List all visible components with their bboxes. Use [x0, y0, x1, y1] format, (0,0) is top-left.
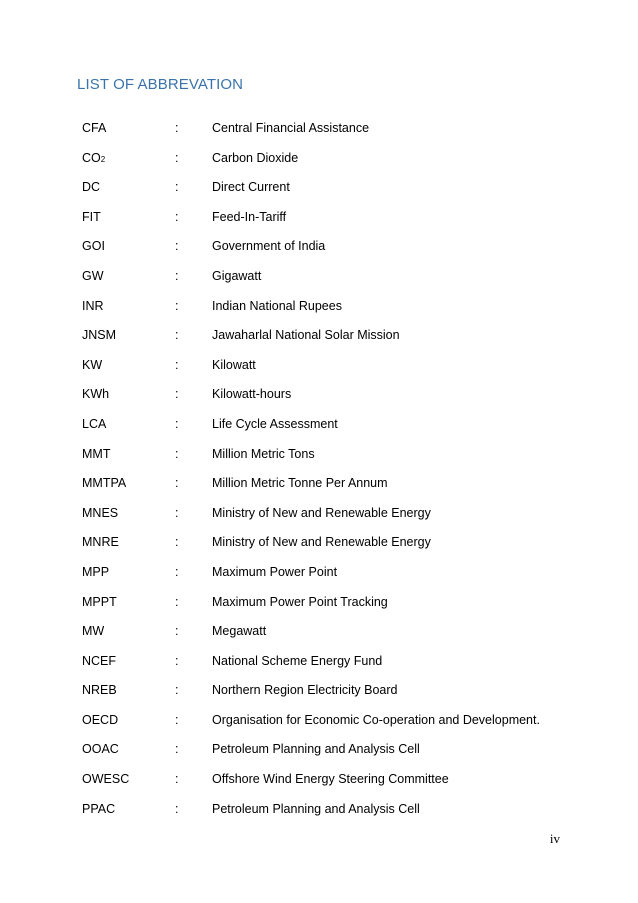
abbreviation-row [82, 503, 602, 533]
abbreviation-description: Northern Region Electricity Board [212, 683, 398, 698]
abbreviation-term-text: OECD [82, 712, 119, 727]
abbreviation-description: Offshore Wind Energy Steering Committee [212, 772, 449, 787]
abbreviation-row [82, 207, 602, 237]
separator-colon: : [175, 446, 179, 461]
separator-colon: : [175, 594, 179, 609]
abbreviation-term [82, 355, 102, 375]
abbreviation-description: Direct Current [212, 180, 290, 195]
separator-colon: : [175, 416, 179, 431]
abbreviation-term [82, 621, 104, 641]
abbreviation-description: Million Metric Tonne Per Annum [212, 476, 388, 491]
abbreviation-row [82, 414, 602, 444]
separator-colon: : [175, 535, 179, 550]
separator-colon: : [175, 476, 179, 491]
abbreviation-description: Gigawatt [212, 268, 262, 283]
separator-colon: : [175, 209, 179, 224]
abbreviation-term [82, 680, 117, 700]
abbreviation-term [82, 769, 129, 789]
separator-colon: : [175, 742, 179, 757]
abbreviation-term [82, 592, 117, 612]
abbreviation-term [82, 739, 119, 759]
abbreviation-term [82, 532, 119, 552]
separator-colon: : [175, 712, 179, 727]
separator-colon: : [175, 298, 179, 313]
abbreviation-subscript: 2 [100, 154, 106, 164]
abbreviation-term-text: KWh [82, 387, 110, 402]
abbreviation-term [82, 562, 109, 582]
separator-colon: : [175, 505, 179, 520]
abbreviation-term-text: OWESC [82, 772, 130, 787]
abbreviation-term-text: JNSM [82, 328, 117, 343]
separator-colon: : [175, 239, 179, 254]
abbreviation-term [82, 148, 105, 170]
abbreviation-description: Megawatt [212, 624, 267, 639]
separator-colon: : [175, 653, 179, 668]
abbreviation-description: Government of India [212, 239, 326, 254]
abbreviation-description: Petroleum Planning and Analysis Cell [212, 801, 420, 816]
separator-colon: : [175, 121, 179, 135]
abbreviation-description: Ministry of New and Renewable Energy [212, 505, 431, 520]
abbreviation-term-text: MPP [82, 564, 110, 579]
abbreviation-term [82, 414, 106, 434]
abbreviation-term-text: CFA [82, 121, 107, 135]
abbreviation-row [82, 325, 602, 355]
abbreviation-row [82, 177, 602, 207]
abbreviation-row [82, 651, 602, 681]
abbreviation-description: Kilowatt [212, 357, 256, 372]
abbreviation-description: Central Financial Assistance [212, 121, 370, 135]
separator-colon: : [175, 357, 179, 372]
abbreviation-term-text: NREB [82, 683, 117, 698]
abbreviation-description: Ministry of New and Renewable Energy [212, 535, 431, 550]
abbreviation-term-text: MPPT [82, 594, 117, 609]
abbreviation-description: Indian National Rupees [212, 298, 342, 313]
separator-colon: : [175, 268, 179, 283]
abbreviation-list [82, 118, 602, 828]
abbreviation-term-text: DC [82, 180, 101, 195]
abbreviation-term-text: CO [82, 150, 101, 165]
abbreviation-description: Carbon Dioxide [212, 150, 299, 165]
separator-colon: : [175, 150, 179, 165]
abbreviation-row [82, 148, 602, 178]
abbreviation-term [82, 651, 116, 671]
abbreviation-term-text: KW [82, 357, 103, 372]
abbreviation-row [82, 532, 602, 562]
abbreviation-term [82, 503, 118, 523]
abbreviation-term [82, 177, 100, 197]
abbreviation-description: Jawaharlal National Solar Mission [212, 328, 400, 343]
abbreviation-term [82, 384, 109, 404]
separator-colon: : [175, 624, 179, 639]
abbreviation-row [82, 769, 602, 799]
page-title: LIST OF ABBREVATION [77, 76, 244, 93]
abbreviation-term-text: LCA [82, 416, 107, 431]
abbreviation-row [82, 592, 602, 622]
abbreviation-row [82, 562, 602, 592]
abbreviation-term [82, 296, 104, 316]
abbreviation-description: Organisation for Economic Co-operation and Development. [212, 712, 540, 727]
separator-colon: : [175, 564, 179, 579]
separator-colon: : [175, 328, 179, 343]
abbreviation-row [82, 680, 602, 710]
abbreviation-term-text: NCEF [82, 653, 117, 668]
abbreviation-term [82, 444, 110, 464]
separator-colon: : [175, 180, 179, 195]
abbreviation-term [82, 118, 106, 138]
abbreviation-row [82, 355, 602, 385]
abbreviation-term [82, 325, 116, 345]
abbreviation-row [82, 444, 602, 474]
abbreviation-description: Petroleum Planning and Analysis Cell [212, 742, 420, 757]
abbreviation-term-text: GOI [82, 239, 105, 254]
abbreviation-row [82, 266, 602, 296]
abbreviation-term-text: MW [82, 624, 105, 639]
separator-colon: : [175, 801, 179, 816]
abbreviation-description: Maximum Power Point [212, 564, 338, 579]
abbreviation-term [82, 207, 101, 227]
abbreviation-row [82, 710, 602, 740]
abbreviation-description: Maximum Power Point Tracking [212, 594, 388, 609]
abbreviation-term-text: GW [82, 268, 104, 283]
abbreviation-term-text: PPAC [82, 801, 116, 816]
abbreviation-term [82, 710, 118, 730]
separator-colon: : [175, 772, 179, 787]
abbreviation-row [82, 621, 602, 651]
page-number: iv [549, 831, 560, 846]
separator-colon: : [175, 683, 179, 698]
abbreviation-description: Feed-In-Tariff [212, 209, 287, 224]
abbreviation-term [82, 799, 115, 819]
abbreviation-description: Kilowatt-hours [212, 387, 292, 402]
abbreviation-description: Life Cycle Assessment [212, 416, 338, 431]
abbreviation-term [82, 236, 105, 256]
abbreviation-term-text: MMTPA [82, 476, 127, 491]
separator-colon: : [175, 387, 179, 402]
abbreviation-row [82, 473, 602, 503]
abbreviation-row [82, 384, 602, 414]
abbreviation-row [82, 296, 602, 326]
abbreviation-row [82, 118, 602, 148]
abbreviation-description: National Scheme Energy Fund [212, 653, 383, 668]
abbreviation-term-text: MMT [82, 446, 111, 461]
abbreviation-term-text: INR [82, 298, 104, 313]
abbreviation-term-text: FIT [82, 209, 101, 224]
abbreviation-description: Million Metric Tons [212, 446, 315, 461]
abbreviation-term [82, 473, 126, 493]
abbreviation-row [82, 739, 602, 769]
abbreviation-term-text: MNRE [82, 535, 119, 550]
abbreviation-term-text: MNES [82, 505, 119, 520]
abbreviation-term-text: OOAC [82, 742, 119, 757]
abbreviation-term [82, 266, 104, 286]
abbreviation-row [82, 236, 602, 266]
abbreviation-row [82, 799, 602, 829]
